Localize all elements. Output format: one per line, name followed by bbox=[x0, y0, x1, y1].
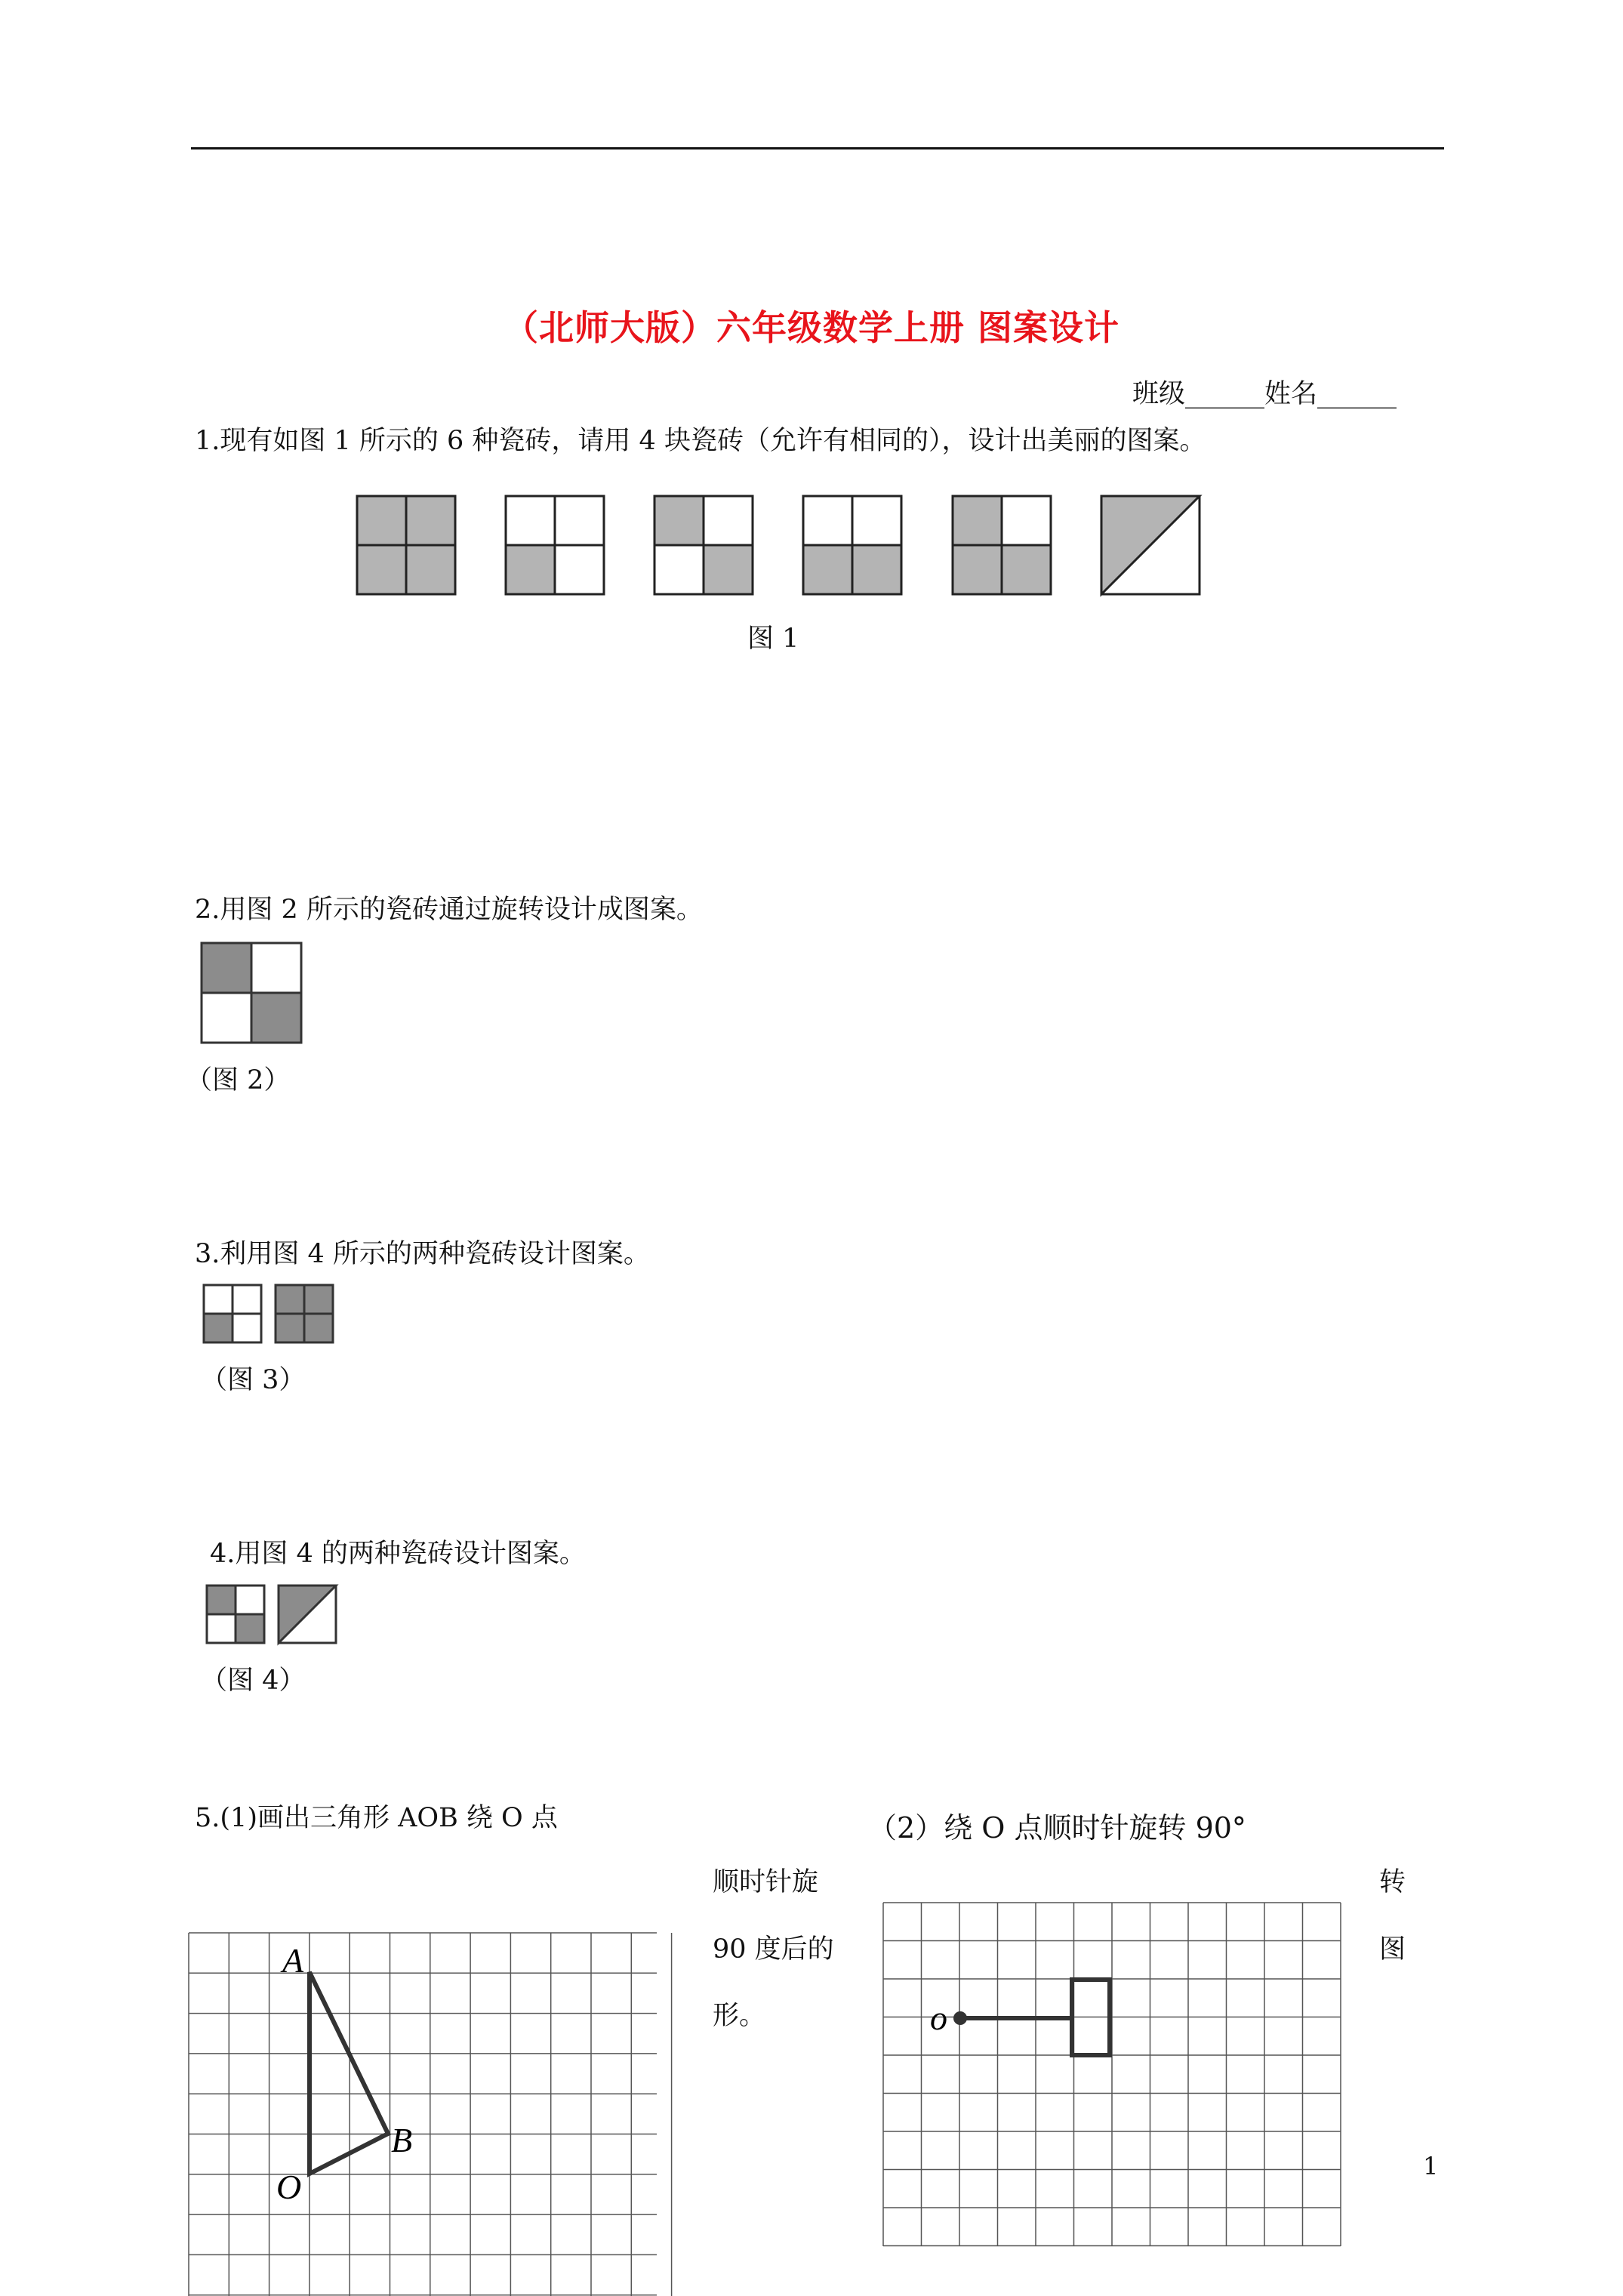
question-1: 1.现有如图 1 所示的 6 种瓷砖，请用 4 块瓷砖（允许有相同的），设计出美丽的图案。 bbox=[195, 426, 1206, 456]
tile-cell bbox=[204, 1314, 233, 1342]
triangle-aob bbox=[310, 1972, 388, 2174]
tile-1 bbox=[357, 496, 455, 594]
tile-cell bbox=[406, 496, 455, 545]
question-5-part-2-line-2: 转 bbox=[1379, 1867, 1406, 1897]
grid-rotation-figure bbox=[883, 1903, 1351, 2257]
figure-4-caption: （图 4） bbox=[201, 1666, 306, 1696]
tile-cell bbox=[207, 1614, 236, 1643]
tile-cell bbox=[304, 1314, 333, 1342]
grid-triangle-aob bbox=[189, 1933, 679, 2296]
tile-5 bbox=[953, 496, 1051, 594]
tile-cell bbox=[357, 545, 406, 594]
page-number: 1 bbox=[1423, 2152, 1439, 2180]
tile-cell bbox=[202, 943, 251, 993]
tile-4 bbox=[803, 496, 901, 594]
question-5-part-1-line-4: 形。 bbox=[713, 2001, 766, 2031]
tile-cell bbox=[276, 1285, 304, 1314]
question-4: 4.用图 4 的两种瓷砖设计图案。 bbox=[210, 1539, 586, 1569]
question-5-part-2: （2）绕 O 点顺时针旋转 90° bbox=[868, 1811, 1246, 1845]
tile-cell bbox=[803, 545, 852, 594]
tile-cell bbox=[276, 1314, 304, 1342]
tile-6 bbox=[1101, 496, 1200, 594]
tile-cell bbox=[251, 993, 301, 1043]
tile-cell bbox=[555, 545, 604, 594]
tile-cell bbox=[304, 1285, 333, 1314]
figure-3-caption: （图 3） bbox=[201, 1365, 306, 1395]
tile-cell bbox=[233, 1314, 261, 1342]
tile-cell bbox=[852, 496, 901, 545]
tile-cell bbox=[555, 496, 604, 545]
tile-cell bbox=[236, 1614, 264, 1643]
tile-cell bbox=[654, 496, 704, 545]
figure-1-caption: 图 1 bbox=[747, 624, 799, 654]
tile-2 bbox=[506, 496, 604, 594]
question-5-part-1: 5.(1)画出三角形 AOB 绕 O 点 bbox=[195, 1803, 558, 1833]
tile-cell bbox=[251, 943, 301, 993]
class-name-line: 班级______姓名______ bbox=[1132, 379, 1397, 409]
label-o: O bbox=[276, 2168, 302, 2206]
label-b: B bbox=[391, 2121, 413, 2159]
figure-4-tiles bbox=[205, 1584, 349, 1647]
tile-cell bbox=[207, 1586, 236, 1614]
figure-2-tile bbox=[200, 942, 306, 1047]
label-o-lower: o bbox=[930, 1999, 947, 2037]
tile-cell bbox=[406, 545, 455, 594]
tile-cell bbox=[704, 545, 753, 594]
figure-3-tiles bbox=[202, 1284, 346, 1347]
tile-cell bbox=[202, 993, 251, 1043]
tile-cell bbox=[236, 1586, 264, 1614]
tile-cell bbox=[803, 496, 852, 545]
page-title: （北师大版）六年级数学上册 图案设计 bbox=[503, 307, 1119, 348]
tile-cell bbox=[506, 496, 555, 545]
tile-cell bbox=[506, 545, 555, 594]
question-2: 2.用图 2 所示的瓷砖通过旋转设计成图案。 bbox=[195, 895, 703, 925]
question-5-part-1-line-3: 90 度后的 bbox=[713, 1934, 834, 1965]
tile-cell bbox=[852, 545, 901, 594]
tile-cell bbox=[704, 496, 753, 545]
question-5-part-2-line-3: 图 bbox=[1379, 1934, 1406, 1965]
tile-cell bbox=[204, 1285, 233, 1314]
tile-cell bbox=[233, 1285, 261, 1314]
tile-cell bbox=[357, 496, 406, 545]
tile-cell bbox=[1002, 496, 1051, 545]
point-o bbox=[953, 2011, 967, 2025]
figure-2-caption: （图 2） bbox=[186, 1065, 291, 1096]
tile-cell bbox=[953, 496, 1002, 545]
tile-cell bbox=[953, 545, 1002, 594]
tile-cell bbox=[1002, 545, 1051, 594]
tile-3 bbox=[654, 496, 753, 594]
tile-cell bbox=[654, 545, 704, 594]
question-3: 3.利用图 4 所示的两种瓷砖设计图案。 bbox=[195, 1239, 650, 1269]
figure-1-tiles bbox=[0, 0, 1623, 680]
label-a: A bbox=[282, 1941, 304, 1980]
question-5-part-1-line-2: 顺时针旋 bbox=[713, 1867, 819, 1897]
